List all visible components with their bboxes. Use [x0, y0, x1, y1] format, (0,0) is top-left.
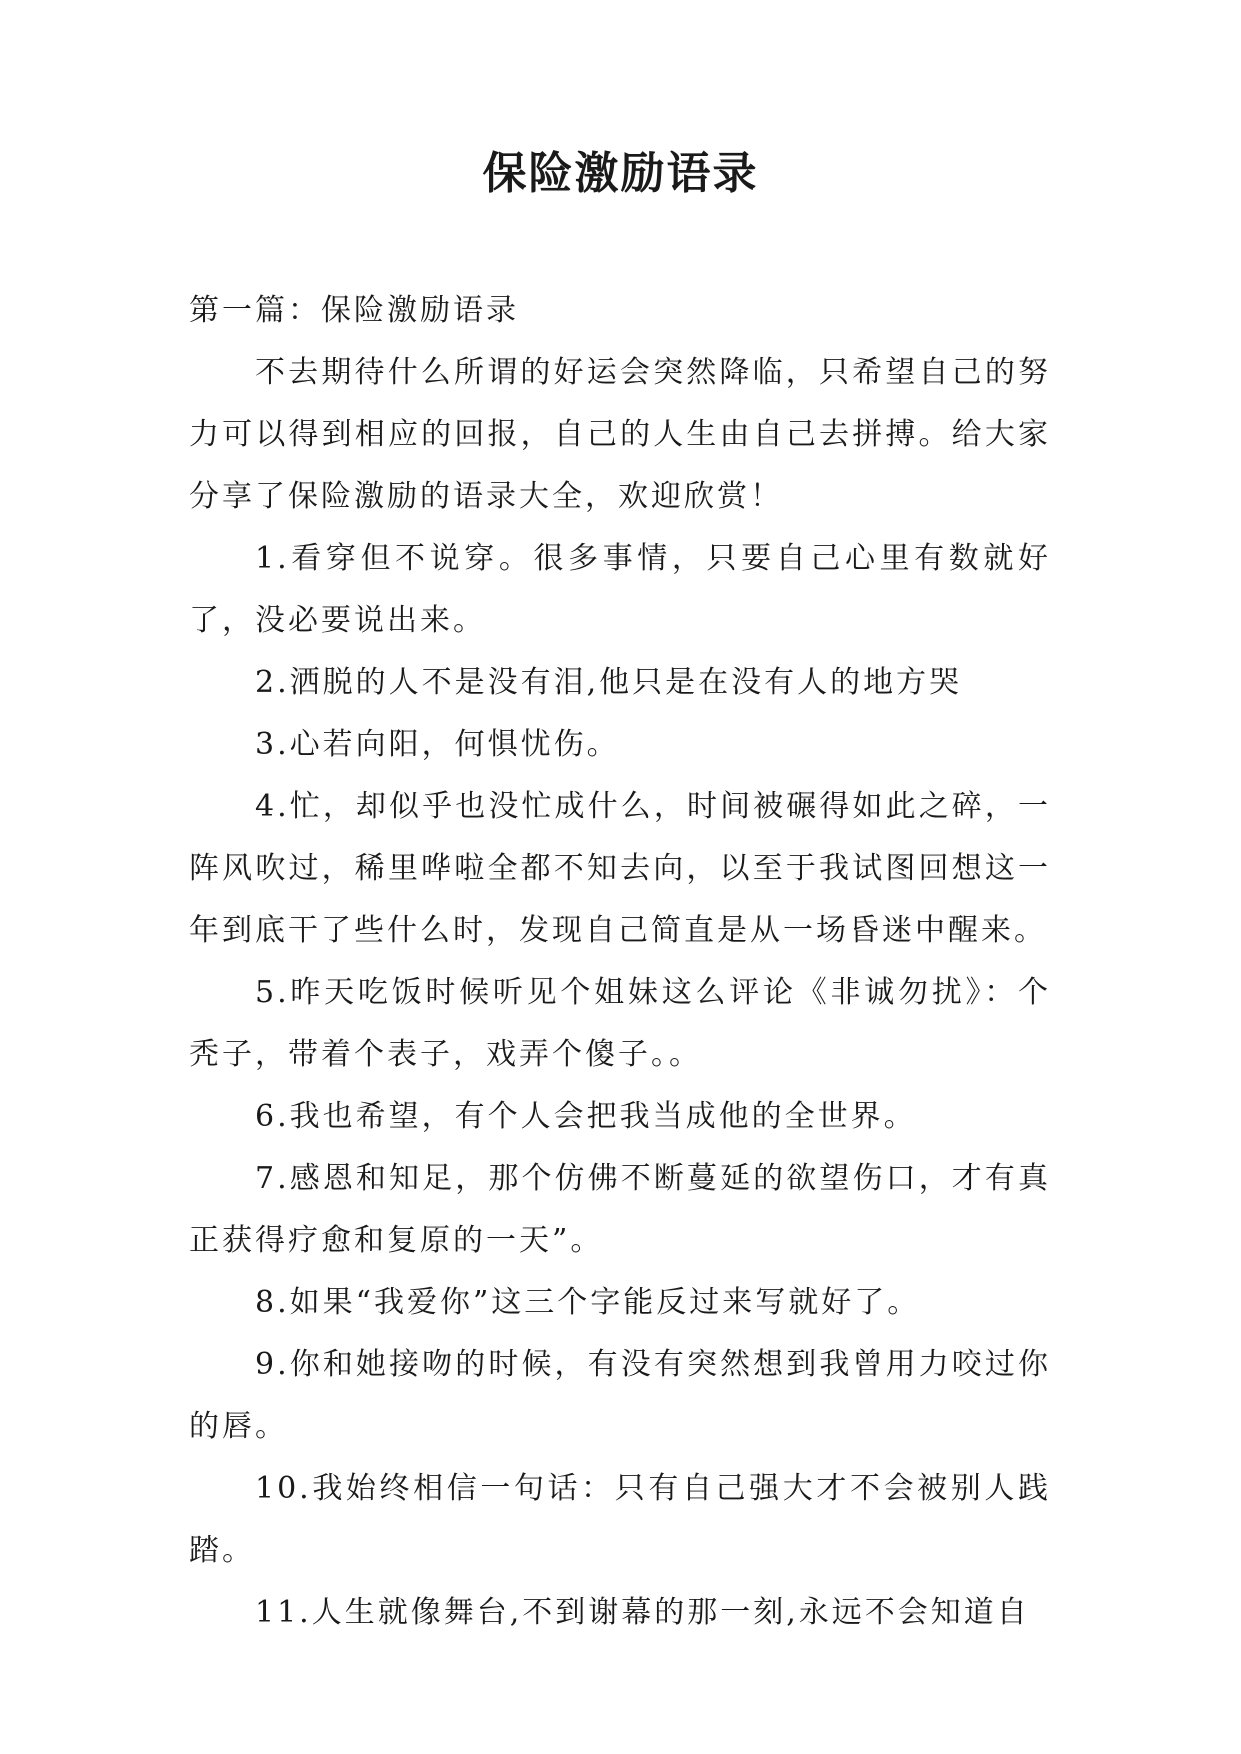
document-title: 保险激励语录 [482, 148, 759, 199]
quote-item: 4.忙，却似乎也没忙成什么，时间被碾得如此之碎，一阵风吹过，稀里哗啦全都不知去向，以至于我试图回想这一年到底干了些什么时，发现自己简直是从一场昏迷中醒来。 [189, 789, 1051, 948]
quote-item: 11.人生就像舞台,不到谢幕的那一刻,永远不会知道自 [255, 1595, 1030, 1630]
quote-item: 3.心若向阳，何惧忧伤。 [255, 727, 620, 762]
quote-item: 5.昨天吃饭时候听见个姐妹这么评论《非诚勿扰》：个秃子，带着个表子，戏弄个傻子。。 [189, 975, 1051, 1072]
quote-item: 1.看穿但不说穿。很多事情，只要自己心里有数就好了，没必要说出来。 [189, 541, 1051, 638]
quote-item: 9.你和她接吻的时候，有没有突然想到我曾用力咬过你的唇。 [189, 1347, 1051, 1444]
quote-item: 7.感恩和知足，那个仿佛不断蔓延的欲望伤口，才有真正获得疗愈和复原的一天”。 [189, 1161, 1051, 1258]
quote-item: 6.我也希望，有个人会把我当成他的全世界。 [255, 1099, 917, 1134]
quote-item: 2.洒脱的人不是没有泪,他只是在没有人的地方哭 [255, 665, 963, 700]
document-body [189, 280, 1051, 1644]
section-heading: 第一篇：保险激励语录 [189, 293, 519, 328]
quote-item: 10.我始终相信一句话：只有自己强大才不会被别人践踏。 [189, 1471, 1051, 1568]
quote-item: 8.如果“我爱你”这三个字能反过来写就好了。 [255, 1285, 921, 1320]
intro-paragraph: 不去期待什么所谓的好运会突然降临，只希望自己的努力可以得到相应的回报，自己的人生由自己去拼搏。给大家分享了保险激励的语录大全，欢迎欣赏！ [189, 355, 1051, 514]
